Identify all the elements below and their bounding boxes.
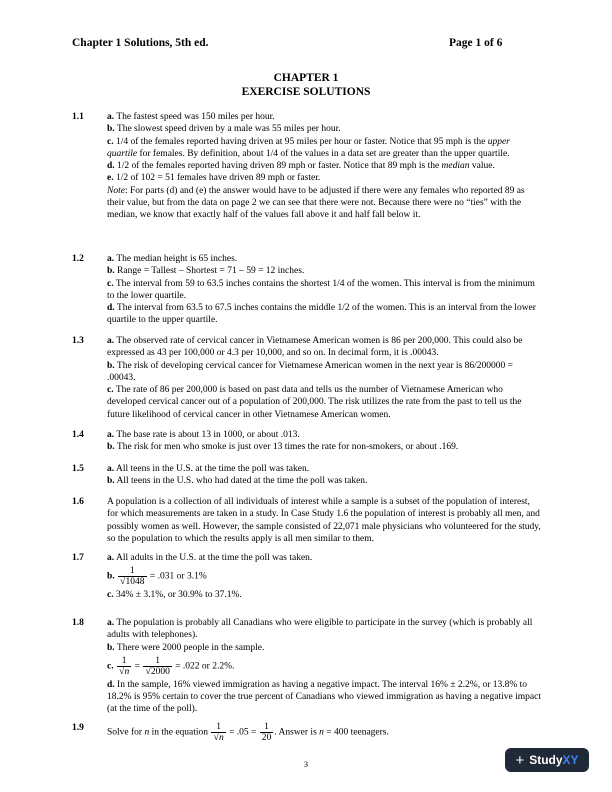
- running-header-page: Page 1 of 6: [449, 37, 503, 49]
- part-d: d. The interval from 63.5 to 67.5 inches contains the middle 1/2 of the women. This is an interval from the lower quartile to the upper quartile.: [107, 303, 536, 326]
- plus-icon: +: [515, 751, 525, 769]
- exercise-number: 1.3: [72, 336, 84, 346]
- part-d: d. 1/2 of the females reported having driven 89 mph or faster. Notice that 89 mph is the median value.: [107, 161, 495, 172]
- studyxy-logo: + StudyXY: [505, 748, 589, 772]
- exercise-1-6: [72, 496, 542, 545]
- part-c: c. $\frac{1}{√n}$ = $\frac{1}{√2000}$ = .022 or 2.2%.: [107, 655, 235, 677]
- part-c: c. The rate of 86 per 200,000 is based on past data and tells us the number of Vietnamese American who developed cervical cancer out of a population of 200,000. The risk utilizes the rate from the past to tell us the future likelihood of cervical cancer in other Vietnamese American women.: [107, 385, 522, 420]
- exercise-number: 1.2: [72, 254, 84, 264]
- exercise-number: 1.1: [72, 112, 84, 122]
- part-b: b. The risk of developing cervical cancer for Vietnamese American women in the next year is 86/200000 = .00043.: [107, 360, 513, 383]
- exercise-1-3: [72, 335, 542, 421]
- part-a: a. The fastest speed was 150 miles per hour.: [107, 112, 275, 122]
- fraction: $\frac{1}{√2000}$: [145, 655, 170, 677]
- exercise-1-8: [72, 617, 542, 716]
- part-b: b. All teens in the U.S. who had dated at the time the poll was taken.: [107, 476, 368, 487]
- part-b: b. Range = Tallest – Shortest = 71 – 59 = 12 inches.: [107, 266, 305, 277]
- chapter-title-line2: EXERCISE SOLUTIONS: [241, 86, 371, 98]
- part-e: e. 1/2 of 102 = 51 females have driven 89 mph or faster.: [107, 173, 321, 184]
- part-b: b. $\frac{1}{√1048}$ = .031 or 3.1%: [107, 566, 207, 588]
- part-b: b. The slowest speed driven by a male was 55 miles per hour.: [107, 124, 341, 135]
- part-c: c. 34% ± 3.1%, or 30.9% to 37.1%.: [107, 590, 242, 601]
- part-a: a. All adults in the U.S. at the time the poll was taken.: [107, 553, 313, 563]
- part-b: b. There were 2000 people in the sample.: [107, 642, 265, 653]
- part-c: c. 1/4 of the females reported having driven at 95 miles per hour or faster. Notice that 95 mph is the upper quartile for females. By definition, about 1/4 of the values in a data set are greater than the upper quartile.: [107, 136, 510, 159]
- answer-text: Solve for n in the equation $\frac{1}{√n}$ = .05 = $\frac{1}{20}$ . Answer is n = 400 teenagers.: [107, 722, 389, 743]
- exercise-1-2: [72, 253, 542, 327]
- running-header-title: Chapter 1 Solutions, 5th ed.: [72, 37, 209, 49]
- answer-text: A population is a collection of all individuals of interest while a sample is a subset of the population of interest, for which measurements are taken in a study. In Case Study 1.6 the population of interest is probably all men, and possibly women as well. However, the sample consisted of 22,071 male physicians who volunteered for the study, so the population to which the results apply is all men similar to them.: [107, 497, 541, 544]
- exercise-1-5: [72, 463, 542, 488]
- part-b: b. The risk for men who smoke is just over 13 times the rate for non-smokers, or about .169.: [107, 442, 459, 453]
- exercise-1-1: [72, 111, 542, 222]
- part-a: a. The base rate is about 13 in 1000, or about .013.: [107, 430, 300, 440]
- exercise-number: 1.7: [72, 553, 84, 563]
- page-number: 3: [304, 760, 308, 769]
- exercise-number: 1.4: [72, 430, 84, 440]
- part-a: a. The population is probably all Canadians who were eligible to participate in the survey (which is probably all adults with telephones).: [107, 618, 533, 641]
- exercise-number: 1.8: [72, 618, 84, 628]
- part-d: d. In the sample, 16% viewed immigration as having a negative impact. The interval 16% ± 2.2%, or 13.8% to 18.2% is 95% certain to cover the true percent of Canadians who viewed immigration as having a negative impact (at the time of the poll).: [107, 679, 541, 715]
- fraction: $\frac{1}{√n}$: [118, 655, 130, 677]
- fraction: $\frac{1}{√n}$: [213, 722, 224, 743]
- part-c: c. The interval from 59 to 63.5 inches contains the shortest 1/4 of the women. This interval is from the minimum to the lower quartile.: [107, 278, 535, 301]
- chapter-title-line1: CHAPTER 1: [273, 72, 339, 84]
- note: Note: For parts (d) and (e) the answer would have to be adjusted if there were any females who reported 89 as their value, but from the data on page 2 we can see that there were not. Because there were no “ties” with the median, we know that exactly half of the values fall above it and half fall below it.: [107, 185, 525, 221]
- exercise-number: 1.6: [72, 497, 84, 507]
- part-a: a. The observed rate of cervical cancer in Vietnamese American women is 86 per 200,000. This could also be expressed as 43 per 100,000 or 4.3 per 10,000, and so on. In decimal form, it is .00043.: [107, 336, 523, 359]
- part-a: a. The median height is 65 inches.: [107, 254, 238, 264]
- fraction: $\frac{1}{√1048}$: [120, 566, 145, 588]
- exercise-1-7: [72, 552, 542, 602]
- exercise-1-4: [72, 429, 542, 454]
- exercise-number: 1.9: [72, 723, 84, 733]
- exercise-number: 1.5: [72, 464, 84, 474]
- chapter-title: [0, 71, 612, 99]
- fraction: $\frac{1}{20}$: [261, 722, 272, 743]
- exercise-1-9: [72, 722, 542, 743]
- part-a: a. All teens in the U.S. at the time the poll was taken.: [107, 464, 310, 474]
